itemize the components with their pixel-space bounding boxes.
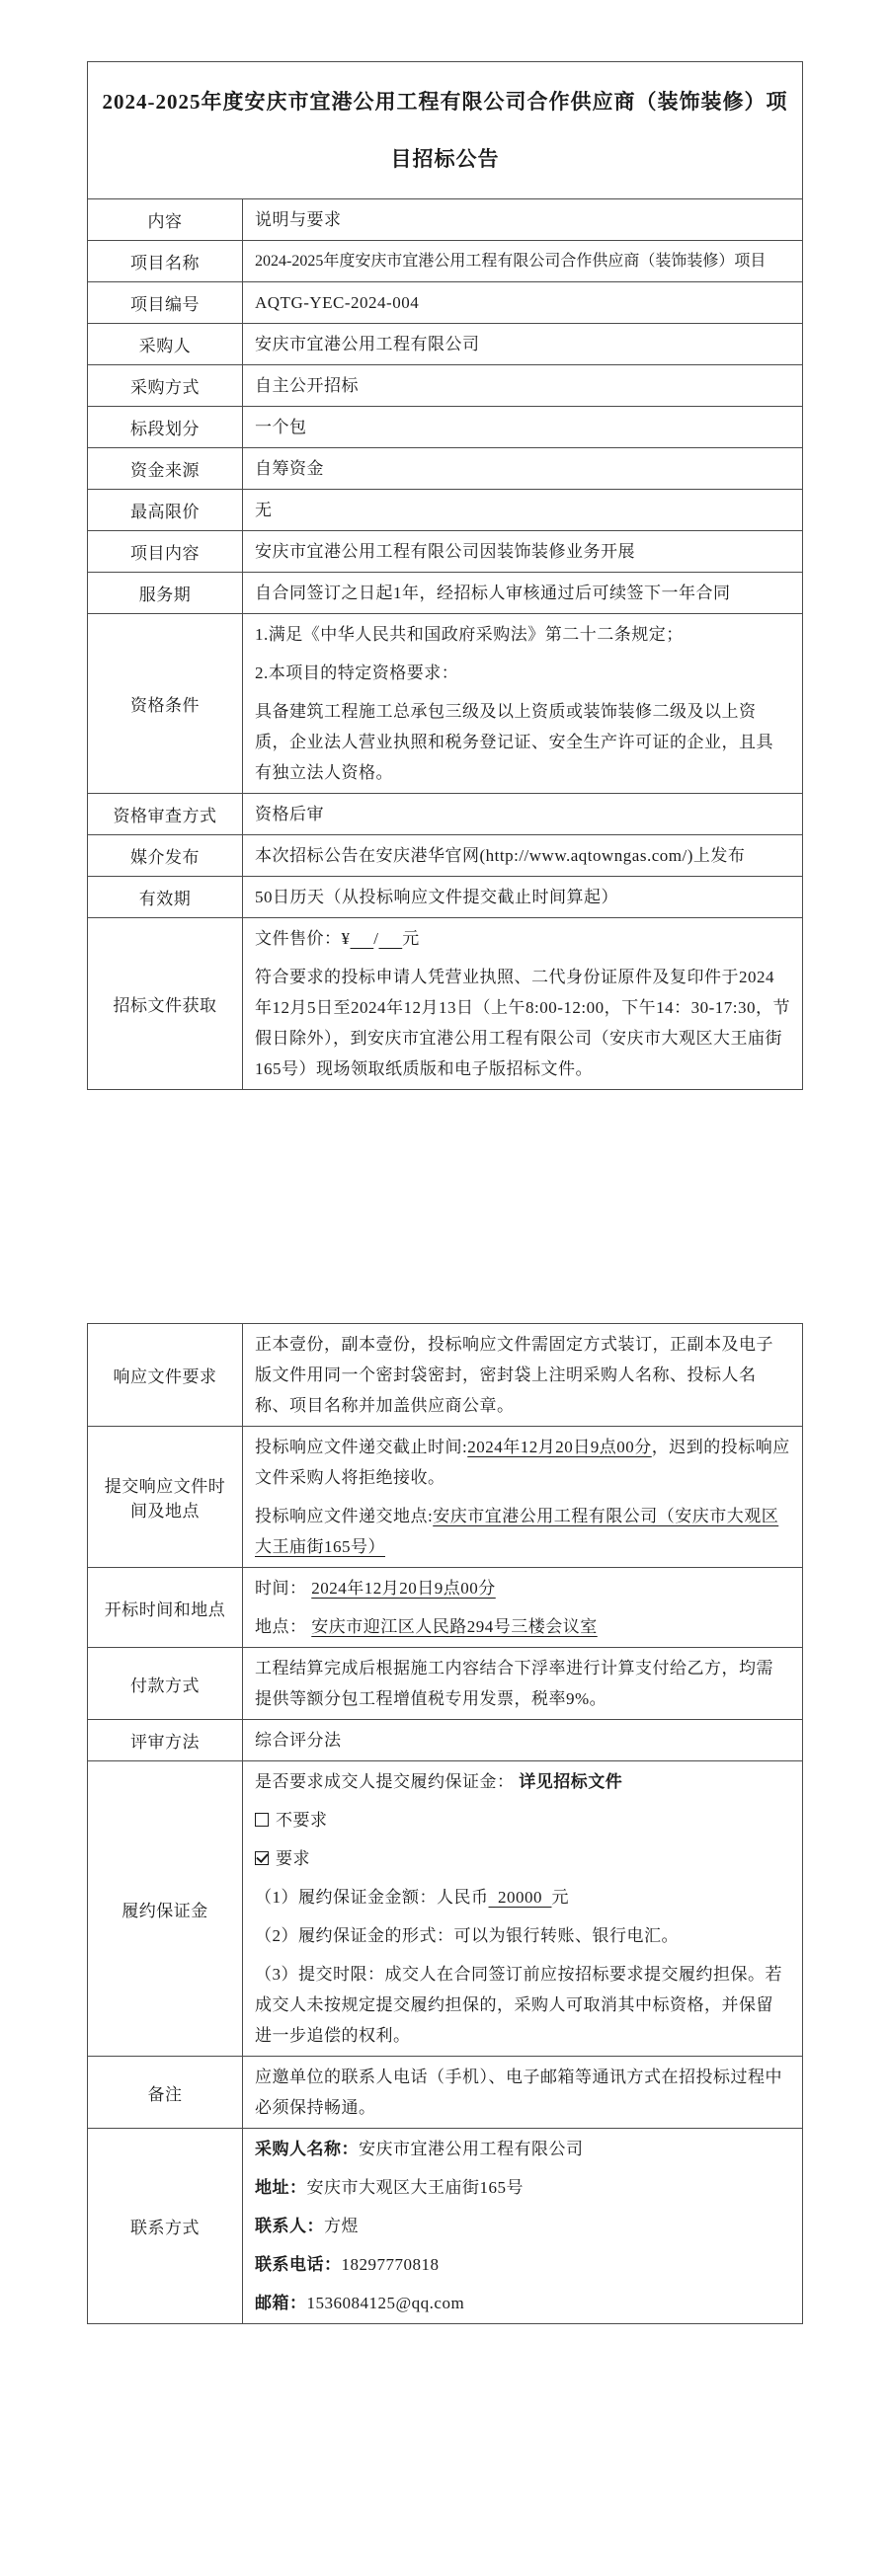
content-paragraph bbox=[255, 882, 790, 912]
checkbox-checked-icon bbox=[255, 1851, 269, 1865]
row-content-cell bbox=[243, 448, 803, 490]
row-label-cell: 备注 bbox=[88, 2057, 243, 2129]
text-segment: 50日历天（从投标响应文件提交截止时间算起） bbox=[255, 888, 618, 906]
text-segment: 具备建筑工程施工总承包三级及以上资质或装饰装修二级及以上资质，企业法人营业执照和税务登记证、安全生产许可证的企业，且具有独立法人资格。 bbox=[255, 702, 773, 782]
text-segment: 2024-2025年度安庆市宜港公用工程有限公司合作供应商（装饰装修）项目 bbox=[255, 253, 767, 270]
row-label-cell: 提交响应文件时间及地点 bbox=[88, 1427, 243, 1568]
text-segment: 投标响应文件递交截止时间: bbox=[255, 1438, 468, 1456]
row-label-cell: 内容 bbox=[88, 199, 243, 241]
content-paragraph bbox=[255, 1501, 790, 1562]
text-segment: 1536084125@qq.com bbox=[306, 2294, 465, 2312]
bid-announcement-document bbox=[0, 61, 889, 2576]
content-paragraph bbox=[255, 923, 790, 954]
text-segment: 符合要求的投标申请人凭营业执照、二代身份证原件及复印件于2024年12月5日至2024年12月13日（上午8:00-12:00，下午14：30-17:30，节假日除外），到安庆市宜港公用工程有限公司（安庆市大观区大王庙街165号）现场领取纸质版和电子版招标文件。 bbox=[255, 968, 790, 1078]
content-paragraph bbox=[255, 1653, 790, 1714]
row-content-cell bbox=[243, 407, 803, 448]
table-row bbox=[88, 918, 803, 1090]
row-label-cell: 采购人 bbox=[88, 324, 243, 365]
text-segment: 元 bbox=[402, 929, 420, 948]
text-segment: 安庆市大观区大王庙街165号 bbox=[306, 2178, 524, 2197]
text-segment: 1.满足《中华人民共和国政府采购法》第二十二条规定； bbox=[255, 625, 684, 644]
text-segment: （3）提交时限：成交人在合同签订前应按招标要求提交履约担保。若成交人未按规定提交履约担保的，采购人可取消其中标资格，并保留进一步追偿的权利。 bbox=[255, 1965, 782, 2045]
table-row bbox=[88, 877, 803, 918]
content-paragraph bbox=[255, 1920, 790, 1951]
row-content-cell bbox=[243, 1648, 803, 1720]
content-paragraph bbox=[255, 2062, 790, 2123]
content-paragraph bbox=[255, 1882, 790, 1912]
text-segment: 应邀单位的联系人电话（手机）、电子邮箱等通讯方式在招投标过程中必须保持畅通。 bbox=[255, 2068, 782, 2117]
row-content-cell bbox=[243, 794, 803, 835]
table-row bbox=[88, 573, 803, 614]
content-paragraph bbox=[255, 2288, 790, 2318]
table-row bbox=[88, 407, 803, 448]
row-label-cell: 服务期 bbox=[88, 573, 243, 614]
row-label-cell: 履约保证金 bbox=[88, 1761, 243, 2057]
text-segment: 安庆市迎江区人民路294号三楼会议室 bbox=[311, 1617, 598, 1636]
row-label-cell: 媒介发布 bbox=[88, 835, 243, 877]
row-content-cell bbox=[243, 614, 803, 794]
text-segment: 不要求 bbox=[276, 1811, 328, 1830]
text-segment: 2.本项目的特定资格要求： bbox=[255, 664, 459, 682]
content-paragraph bbox=[255, 1432, 790, 1493]
text-segment: 正本壹份，副本壹份，投标响应文件需固定方式装订，正副本及电子版文件用同一个密封袋密封，密封袋上注明采购人名称、投标人名称、项目名称并加盖供应商公章。 bbox=[255, 1335, 773, 1415]
row-content-cell bbox=[243, 573, 803, 614]
content-paragraph bbox=[255, 1329, 790, 1421]
text-segment: 本次招标公告在安庆港华官网(http://www.aqtowngas.com/)上发布 bbox=[255, 846, 746, 865]
row-label-cell: 评审方法 bbox=[88, 1720, 243, 1761]
text-segment: 要求 bbox=[276, 1849, 310, 1868]
content-paragraph bbox=[255, 1843, 790, 1874]
row-label-cell: 有效期 bbox=[88, 877, 243, 918]
content-paragraph bbox=[255, 840, 790, 871]
content-paragraph bbox=[255, 1959, 790, 2051]
table-row bbox=[88, 2057, 803, 2129]
bid-submission-table bbox=[87, 1323, 803, 2324]
text-segment: 自筹资金 bbox=[255, 459, 324, 478]
row-label-cell: 采购方式 bbox=[88, 365, 243, 407]
text-segment: 综合评分法 bbox=[255, 1731, 342, 1750]
announcement-summary-table bbox=[87, 61, 803, 1090]
content-paragraph bbox=[255, 453, 790, 484]
text-segment: 安庆市宜港公用工程有限公司因装饰装修业务开展 bbox=[255, 542, 635, 561]
content-paragraph bbox=[255, 246, 790, 276]
row-content-cell bbox=[243, 918, 803, 1090]
table-row bbox=[88, 794, 803, 835]
row-label-cell: 资格条件 bbox=[88, 614, 243, 794]
text-segment: （1）履约保证金金额：人民币 bbox=[255, 1888, 489, 1907]
row-content-cell bbox=[243, 1324, 803, 1427]
table-row bbox=[88, 324, 803, 365]
table-row bbox=[88, 241, 803, 282]
table-row bbox=[88, 490, 803, 531]
row-label-cell: 项目名称 bbox=[88, 241, 243, 282]
row-content-cell bbox=[243, 835, 803, 877]
row-content-cell bbox=[243, 1761, 803, 2057]
content-paragraph bbox=[255, 696, 790, 788]
content-paragraph bbox=[255, 495, 790, 525]
table-row bbox=[88, 199, 803, 241]
table-row bbox=[88, 1720, 803, 1761]
text-segment: 邮箱： bbox=[255, 2294, 307, 2312]
text-segment bbox=[351, 929, 374, 948]
table-row bbox=[88, 1427, 803, 1568]
row-content-cell bbox=[243, 2129, 803, 2324]
row-content-cell bbox=[243, 531, 803, 573]
row-content-cell bbox=[243, 241, 803, 282]
content-paragraph bbox=[255, 799, 790, 829]
content-paragraph bbox=[255, 2211, 790, 2241]
text-segment: 采购人名称： bbox=[255, 2140, 359, 2158]
text-segment: 投标响应文件递交地点: bbox=[255, 1507, 434, 1525]
text-segment: 安庆市宜港公用工程有限公司 bbox=[255, 335, 480, 353]
text-segment: 自合同签订之日起1年，经招标人审核通过后可续签下一年合同 bbox=[255, 584, 731, 602]
text-segment: 联系电话： bbox=[255, 2255, 342, 2274]
text-segment: 安庆市宜港公用工程有限公司（安庆市大观区大王庙街165号） bbox=[255, 1507, 779, 1556]
content-paragraph bbox=[255, 962, 790, 1084]
row-label-cell: 最高限价 bbox=[88, 490, 243, 531]
row-label-cell: 资金来源 bbox=[88, 448, 243, 490]
table-row bbox=[88, 282, 803, 324]
text-segment: ，迟到的投标响应文件采购人将拒绝接收。 bbox=[255, 1438, 790, 1487]
row-label-cell: 招标文件获取 bbox=[88, 918, 243, 1090]
text-segment: 无 bbox=[255, 501, 273, 519]
row-label-cell: 标段划分 bbox=[88, 407, 243, 448]
content-paragraph bbox=[255, 1611, 790, 1642]
row-content-cell bbox=[243, 2057, 803, 2129]
content-paragraph bbox=[255, 578, 790, 608]
content-paragraph bbox=[255, 1766, 790, 1797]
text-segment: / bbox=[373, 929, 379, 948]
table-row bbox=[88, 1648, 803, 1720]
row-label-cell: 联系方式 bbox=[88, 2129, 243, 2324]
text-segment bbox=[378, 929, 402, 948]
text-segment: 20000 bbox=[488, 1888, 552, 1907]
text-segment: 详见招标文件 bbox=[519, 1772, 623, 1791]
content-paragraph bbox=[255, 1805, 790, 1835]
row-content-cell bbox=[243, 365, 803, 407]
text-segment: 工程结算完成后根据施工内容结合下浮率进行计算支付给乙方，均需提供等额分包工程增值税专用发票，税率9%。 bbox=[255, 1659, 773, 1708]
row-content-cell bbox=[243, 282, 803, 324]
row-content-cell bbox=[243, 1568, 803, 1648]
content-paragraph bbox=[255, 619, 790, 650]
row-content-cell bbox=[243, 199, 803, 241]
text-segment: 时间： bbox=[255, 1579, 312, 1598]
announcement-title: 2024-2025年度安庆市宜港公用工程有限公司合作供应商（装饰装修）项目招标公告 bbox=[88, 62, 803, 199]
content-paragraph bbox=[255, 2249, 790, 2280]
text-segment: 一个包 bbox=[255, 418, 307, 436]
text-segment: 是否要求成交人提交履约保证金： bbox=[255, 1772, 520, 1791]
row-content-cell bbox=[243, 324, 803, 365]
row-label-cell: 开标时间和地点 bbox=[88, 1568, 243, 1648]
content-paragraph bbox=[255, 536, 790, 567]
text-segment: 联系人： bbox=[255, 2217, 324, 2235]
row-label-cell: 项目内容 bbox=[88, 531, 243, 573]
content-paragraph bbox=[255, 1725, 790, 1756]
content-paragraph bbox=[255, 2172, 790, 2203]
content-paragraph bbox=[255, 1573, 790, 1603]
table-row bbox=[88, 365, 803, 407]
text-segment: 方煜 bbox=[324, 2217, 359, 2235]
content-paragraph bbox=[255, 329, 790, 359]
content-paragraph bbox=[255, 287, 790, 318]
text-segment: 元 bbox=[551, 1888, 569, 1907]
text-segment: 文件售价：¥ bbox=[255, 929, 351, 948]
content-paragraph bbox=[255, 370, 790, 401]
table-row bbox=[88, 614, 803, 794]
table-row bbox=[88, 1324, 803, 1427]
title-row bbox=[88, 62, 803, 199]
row-label-cell: 响应文件要求 bbox=[88, 1324, 243, 1427]
table-row bbox=[88, 2129, 803, 2324]
checkbox-unchecked-icon bbox=[255, 1813, 269, 1827]
text-segment: （2）履约保证金的形式：可以为银行转账、银行电汇。 bbox=[255, 1926, 679, 1945]
row-content-cell bbox=[243, 1427, 803, 1568]
content-paragraph bbox=[255, 204, 790, 235]
table-row bbox=[88, 448, 803, 490]
row-content-cell bbox=[243, 877, 803, 918]
row-content-cell bbox=[243, 490, 803, 531]
text-segment: 资格后审 bbox=[255, 805, 324, 823]
text-segment: 18297770818 bbox=[341, 2255, 440, 2274]
text-segment: 安庆市宜港公用工程有限公司 bbox=[359, 2140, 584, 2158]
content-paragraph bbox=[255, 658, 790, 688]
text-segment: 2024年12月20日9点00分 bbox=[467, 1438, 652, 1456]
text-segment: 地点： bbox=[255, 1617, 312, 1636]
row-content-cell bbox=[243, 1720, 803, 1761]
text-segment: 2024年12月20日9点00分 bbox=[311, 1579, 496, 1598]
row-label-cell: 资格审查方式 bbox=[88, 794, 243, 835]
table-row bbox=[88, 1761, 803, 2057]
content-paragraph bbox=[255, 2134, 790, 2164]
text-segment: 地址： bbox=[255, 2178, 307, 2197]
table-row bbox=[88, 531, 803, 573]
text-segment: 说明与要求 bbox=[255, 210, 342, 229]
text-segment: 自主公开招标 bbox=[255, 376, 359, 395]
content-paragraph bbox=[255, 412, 790, 442]
row-label-cell: 项目编号 bbox=[88, 282, 243, 324]
row-label-cell: 付款方式 bbox=[88, 1648, 243, 1720]
table-row bbox=[88, 1568, 803, 1648]
table-row bbox=[88, 835, 803, 877]
text-segment: AQTG-YEC-2024-004 bbox=[255, 293, 420, 312]
